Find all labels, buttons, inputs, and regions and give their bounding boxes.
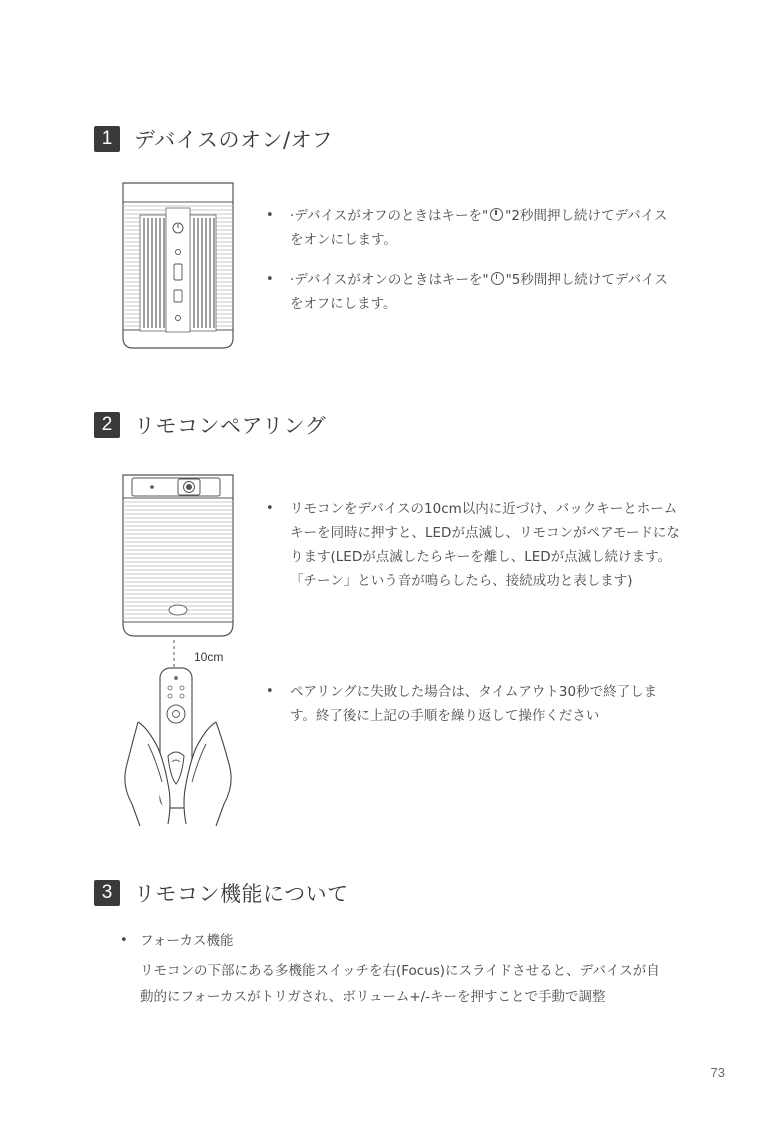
section-title: リモコン機能について (134, 882, 349, 906)
power-off-text-pre: ·デバイスがオンのときはキーを" (290, 272, 489, 288)
section-number: 1 (94, 126, 120, 152)
page-number: 73 (710, 1065, 725, 1080)
pairing-bullet-1 (266, 497, 682, 593)
pairing-steps-text: リモコンをデバイスの10cm以内に近づけ、バックキーとホームキーを同時に押すと、LEDが点滅し、リモコンがペアモードになります(LEDが点滅したらキーを離し、LEDが点滅し続けます。「チーン」という音が鳴らしたら、接続成功と表します) (290, 501, 680, 589)
bullet-dot: • (266, 501, 274, 516)
bullet-dot: • (266, 208, 274, 223)
power-on-text-pre: ·デバイスがオフのときはキーを" (290, 208, 489, 224)
device-rear-illustration (120, 180, 236, 352)
pairing-bullet-2 (266, 680, 682, 728)
section-number: 2 (94, 412, 120, 438)
power-on-text (266, 204, 676, 252)
focus-function-item (120, 929, 680, 953)
section-number: 3 (94, 880, 120, 906)
power-on-text-post: "2秒間押し続けてデバイスをオンにします。 (290, 208, 668, 248)
power-on-bullet (266, 204, 676, 252)
power-off-text-post: "5秒間押し続けてデバイスをオフにします。 (290, 272, 668, 312)
bullet-dot: • (266, 684, 274, 699)
bullet-dot: • (120, 933, 128, 948)
bullet-dot: • (266, 272, 274, 287)
focus-function-title: フォーカス機能 (140, 933, 234, 949)
remote-hands-illustration (118, 664, 238, 828)
distance-label: 10cm (194, 650, 224, 664)
section-1-header (94, 124, 333, 154)
section-2-header (94, 410, 326, 440)
section-3-header (94, 878, 349, 908)
pairing-failure-text: ペアリングに失敗した場合は、タイムアウト30秒で終了します。終了後に上記の手順を繰り返して操作ください (290, 684, 658, 724)
power-icon (490, 208, 503, 221)
focus-function-body: リモコンの下部にある多機能スイッチを右(Focus)にスライドさせると、デバイスが自動的にフォーカスがトリガされ、ボリューム+/-キーを押すことで手動で調整 (140, 963, 660, 1005)
power-off-bullet (266, 268, 676, 316)
section-title: リモコンペアリング (134, 414, 327, 438)
power-icon (491, 272, 504, 285)
device-front-illustration (120, 472, 236, 640)
section-title: デバイスのオン/オフ (134, 128, 333, 152)
power-off-text (266, 268, 676, 316)
